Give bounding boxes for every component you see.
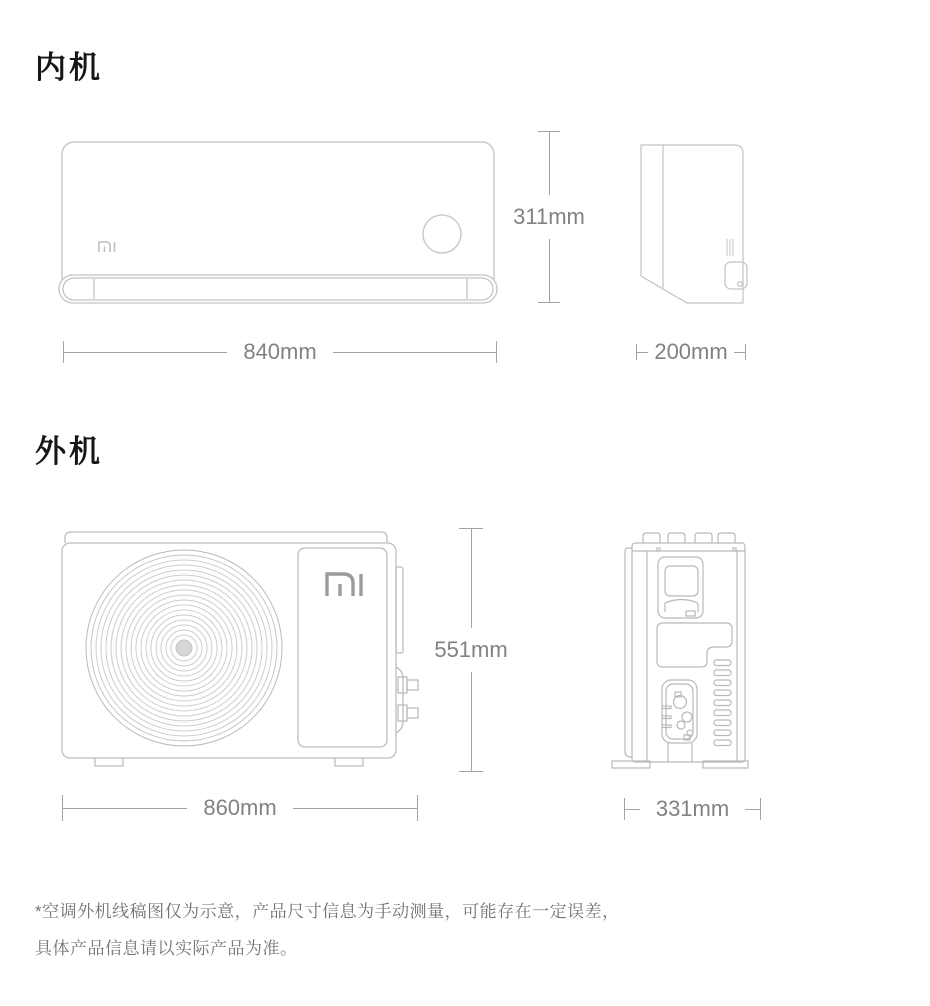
dimension-line bbox=[471, 672, 472, 771]
outdoor-valve-stubs bbox=[396, 667, 418, 733]
indoor-air-outlet bbox=[59, 275, 497, 303]
outdoor-width-label: 860mm bbox=[203, 795, 277, 820]
outdoor-unit-side-view bbox=[600, 520, 760, 772]
indoor-width-label: 840mm bbox=[243, 339, 317, 364]
dimension-line bbox=[333, 352, 496, 353]
indoor-body-outline bbox=[62, 142, 494, 290]
outdoor-side-plate bbox=[396, 567, 403, 653]
dimension-tick bbox=[538, 302, 560, 303]
dimension-line bbox=[637, 352, 648, 353]
footnote-line-2: 具体产品信息请以实际产品为准。 bbox=[35, 939, 298, 958]
indoor-unit-front-view bbox=[50, 130, 510, 315]
outdoor-foot-left bbox=[95, 758, 123, 766]
indoor-unit-side-view bbox=[630, 135, 755, 310]
outdoor-depth-label: 331mm bbox=[655, 796, 730, 821]
section-title-outdoor: 外机 bbox=[35, 434, 103, 469]
outdoor-depth-dimension bbox=[624, 798, 761, 820]
footnote-line-1: *空调外机线稿图仅为示意，产品尺寸信息为手动测量，可能存在一定误差， bbox=[35, 902, 620, 921]
dimension-tick bbox=[417, 795, 418, 821]
outdoor-foot-right bbox=[335, 758, 363, 766]
indoor-side-outline bbox=[641, 145, 743, 303]
outdoor-side-top-tabs bbox=[643, 533, 735, 543]
dimension-line bbox=[64, 352, 227, 353]
dimension-line bbox=[63, 808, 187, 809]
footnote bbox=[35, 893, 905, 967]
dimension-line bbox=[293, 808, 417, 809]
dimension-tick bbox=[745, 344, 746, 360]
dimension-line bbox=[549, 239, 550, 302]
indoor-height-label: 311mm bbox=[513, 204, 585, 229]
dimension-tick bbox=[496, 341, 497, 363]
outdoor-top-lid bbox=[65, 532, 387, 543]
dimension-line bbox=[549, 132, 550, 195]
dimension-line bbox=[745, 809, 760, 810]
section-title-indoor: 内机 bbox=[35, 50, 103, 85]
outdoor-service-panel bbox=[298, 548, 387, 747]
outdoor-side-back-plate bbox=[625, 548, 632, 757]
indoor-depth-label: 200mm bbox=[654, 339, 728, 364]
outdoor-side-outline bbox=[632, 543, 745, 762]
outdoor-height-label: 551mm bbox=[434, 637, 508, 662]
indoor-height-dimension bbox=[513, 131, 585, 303]
dimension-tick bbox=[459, 771, 483, 772]
dimension-line bbox=[734, 352, 745, 353]
outdoor-height-dimension bbox=[434, 528, 508, 772]
dimension-line bbox=[471, 529, 472, 628]
indoor-depth-dimension bbox=[636, 339, 746, 364]
indoor-width-dimension bbox=[63, 341, 497, 363]
dimension-tick bbox=[760, 798, 761, 820]
outdoor-unit-front-view bbox=[50, 525, 422, 771]
outdoor-width-dimension bbox=[62, 795, 418, 821]
dimension-line bbox=[625, 809, 640, 810]
